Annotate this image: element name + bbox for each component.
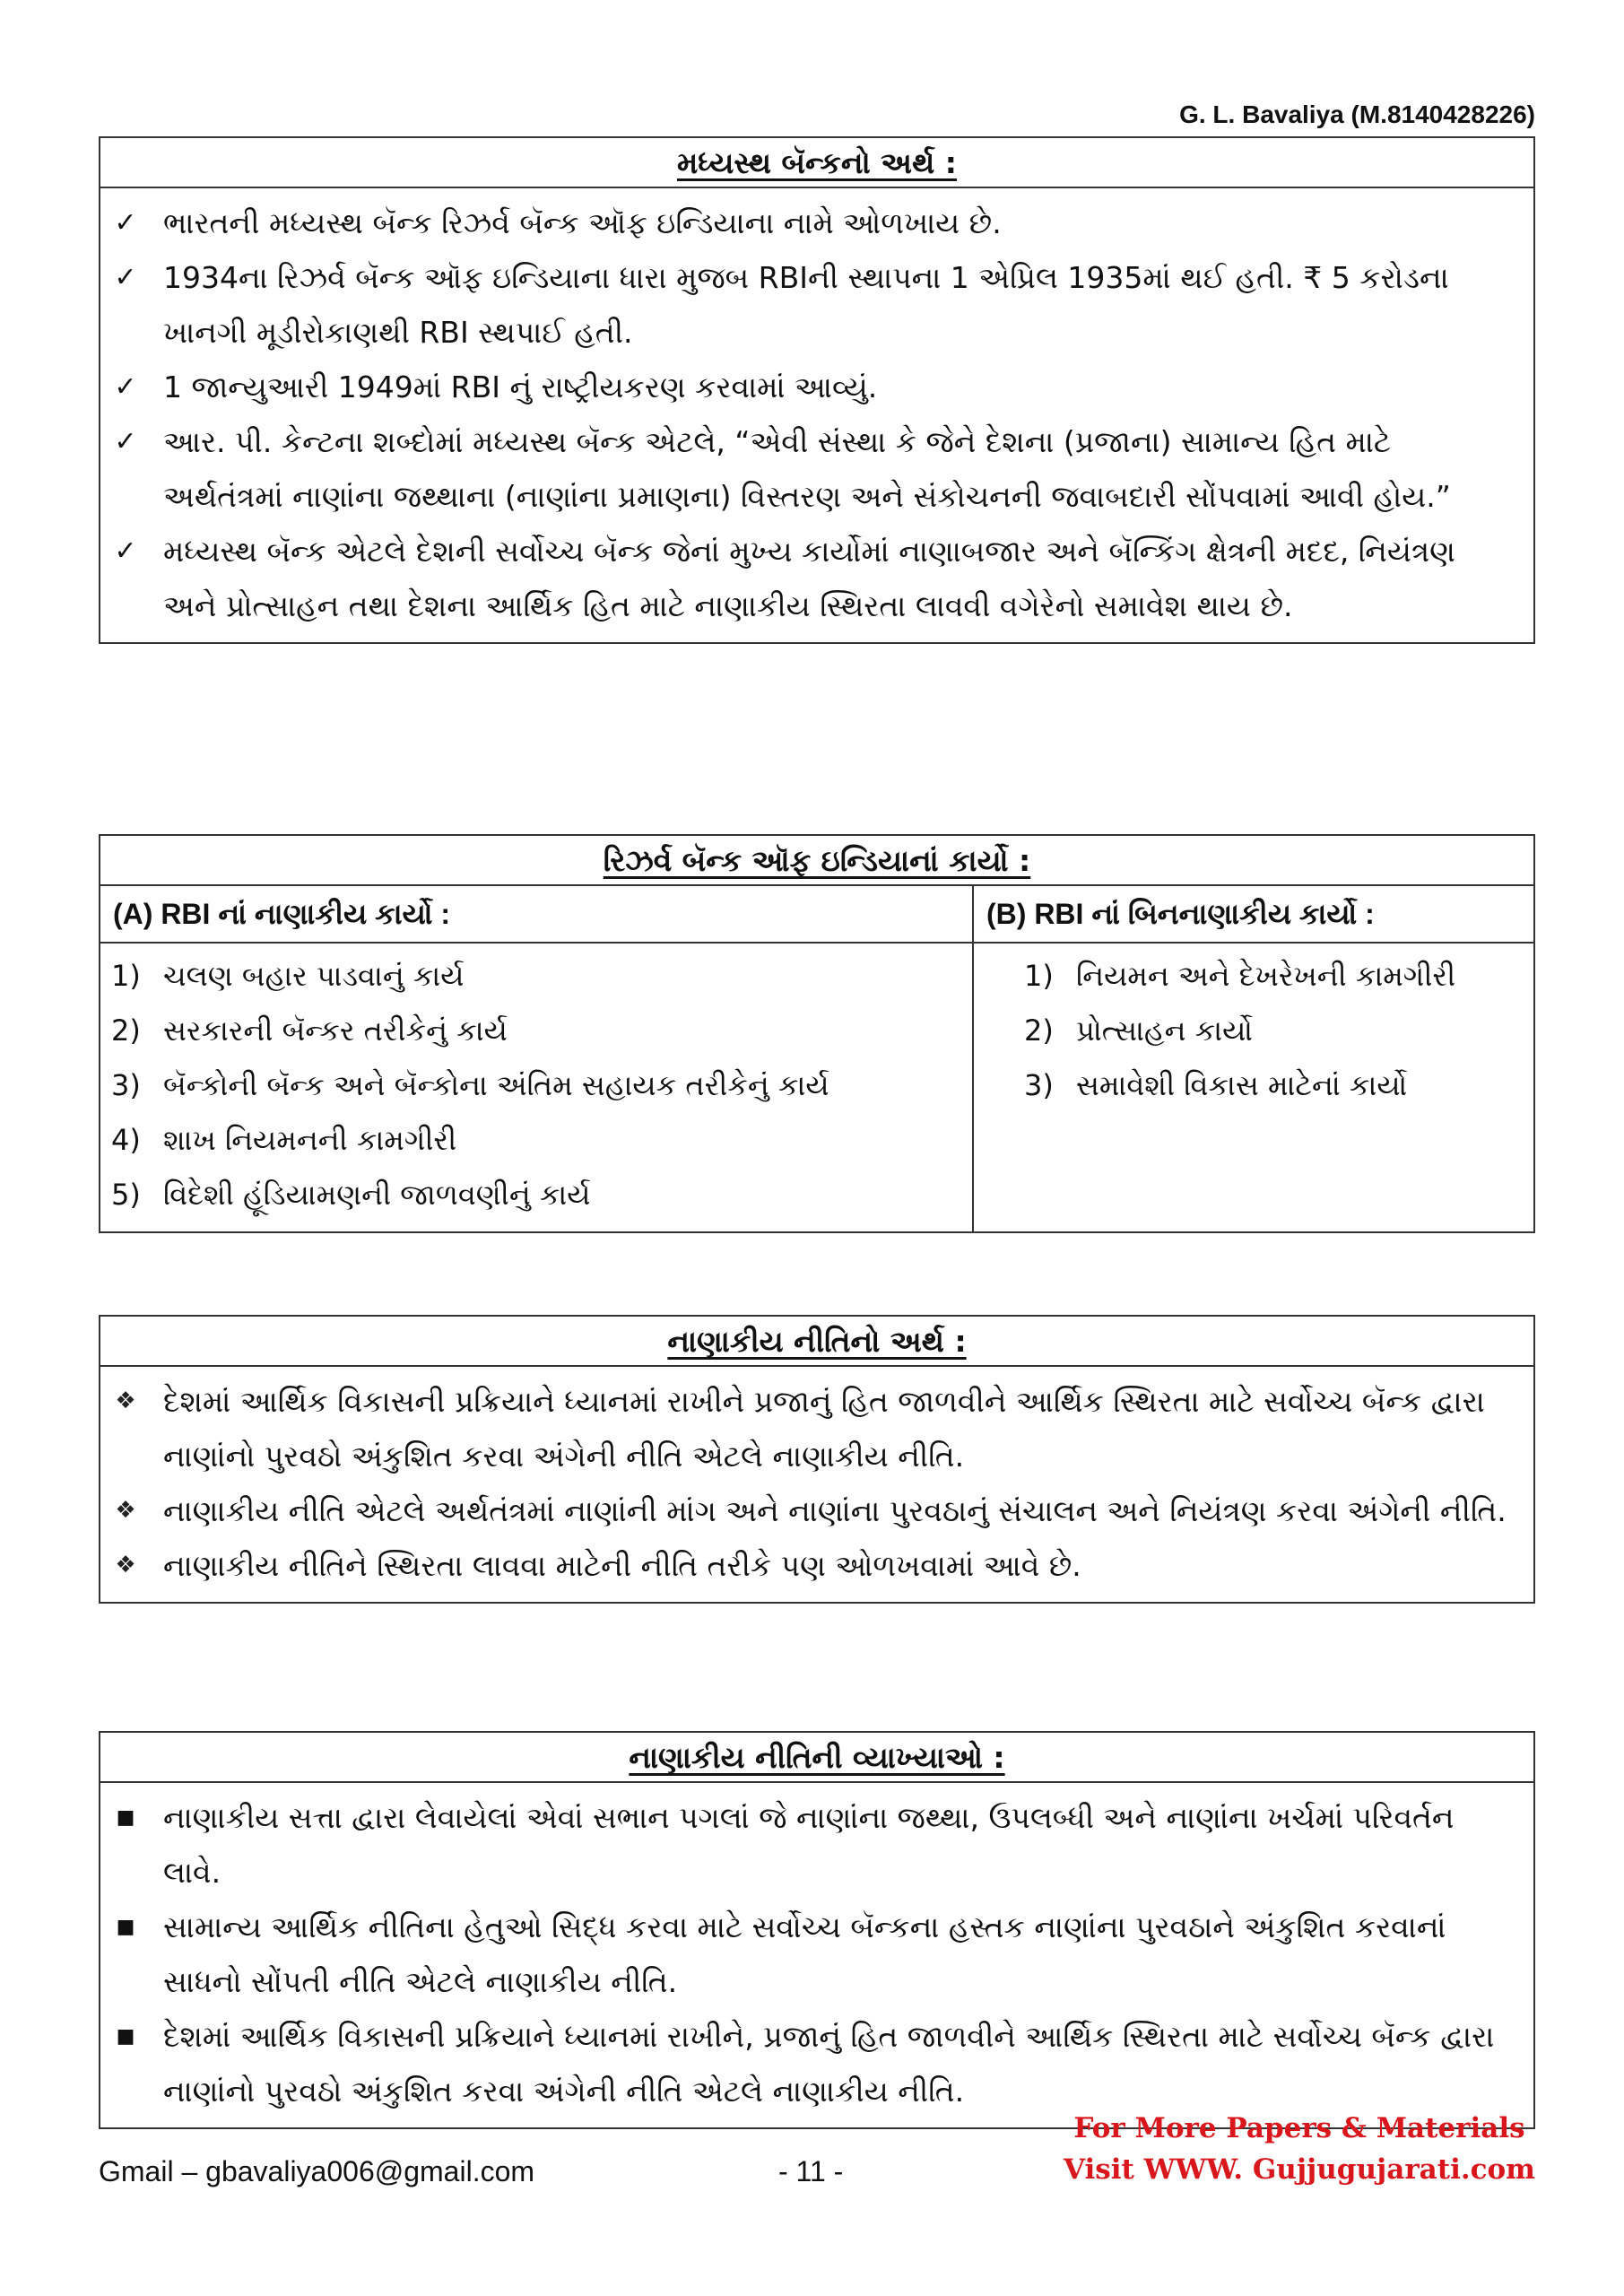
list-item: 5) વિદેશી હૂંડિયામણની જાળવણીનું કાર્ય <box>111 1177 591 1212</box>
monetary-policy-meaning-box <box>99 1315 1535 1604</box>
section-title: નાણાકીય નીતિની વ્યાખ્યાઓ : <box>100 1733 1533 1783</box>
column-heading: (A) RBI નાં નાણાકીય કાર્યો : <box>100 886 972 944</box>
point-list <box>100 1367 1533 1602</box>
promo-line: For More Papers & Materials <box>1073 2112 1525 2144</box>
list-item: ✓ ભારતની મધ્યસ્થ બૅન્ક રિઝર્વ બૅન્ક ઑફ ઇન્ડિયાના નામે ઓળખાય છે. <box>163 196 1515 250</box>
point-list <box>100 188 1533 642</box>
check-icon: ✓ <box>114 535 137 567</box>
rbi-functions-box <box>99 834 1535 1233</box>
monetary-functions-column <box>100 886 974 1231</box>
diamond-bullet-icon: ❖ <box>115 1551 136 1578</box>
non-monetary-functions-column <box>974 886 1533 1231</box>
square-bullet-icon: ■ <box>116 1915 135 1938</box>
promo-text <box>1064 2108 1535 2190</box>
check-icon: ✓ <box>114 425 137 457</box>
list-item: 1) ચલણ બહાર પાડવાનું કાર્ય <box>111 958 465 993</box>
list-item: 2) પ્રોત્સાહન કાર્યો <box>1024 1013 1253 1048</box>
footer-email: Gmail – gbavaliya006@gmail.com <box>99 2155 535 2187</box>
central-bank-meaning-box <box>99 136 1535 644</box>
section-title: મધ્યસ્થ બૅન્કનો અર્થ : <box>100 138 1533 188</box>
list-item: 2) સરકારની બૅન્કર તરીકેનું કાર્ય <box>111 1013 508 1048</box>
functions-columns <box>100 886 1533 1231</box>
promo-link[interactable]: Visit WWW. Gujjugujarati.com <box>1064 2153 1535 2186</box>
list-item: ✓ મધ્યસ્થ બૅન્ક એટલે દેશની સર્વોચ્ચ બૅન્ક જેનાં મુખ્ય કાર્યોમાં નાણાબજાર અને બૅન્કિંગ ક્ષેત્રની મદદ, નિયંત્રણ અને પ્રોત્સાહન તથા દેશના આર્થિક હિત માટે નાણાકીય સ્થિરતા લાવવી વગેરેનો સમાવેશ થાય છે. <box>163 524 1515 633</box>
check-icon: ✓ <box>114 206 137 239</box>
section-title: રિઝર્વ બૅન્ક ઑફ ઇન્ડિયાનાં કાર્યો : <box>100 836 1533 886</box>
function-list <box>100 944 972 1231</box>
column-heading: (B) RBI નાં બિનનાણાકીય કાર્યો : <box>974 886 1533 944</box>
square-bullet-icon: ■ <box>116 2024 135 2048</box>
function-list <box>974 944 1533 1122</box>
list-item: ■ નાણાકીય સત્તા દ્વારા લેવાયેલાં એવાં સભાન પગલાં જે નાણાંના જથ્થા, ઉપલબ્ધી અને નાણાંના ખર્ચમાં પરિવર્તન લાવે. <box>163 1790 1515 1900</box>
list-item: ✓ 1934ના રિઝર્વ બૅન્ક ઑફ ઇન્ડિયાના ધારા મુજબ RBIની સ્થાપના 1 એપ્રિલ 1935માં થઈ હતી. ₹ 5 કરોડના ખાનગી મૂડીરોકાણથી RBI સ્થપાઈ હતી. <box>163 250 1515 360</box>
list-item: ❖ નાણાકીય નીતિ એટલે અર્થતંત્રમાં નાણાંની માંગ અને નાણાંના પુરવઠાનું સંચાલન અને નિયંત્રણ કરવા અંગેની નીતિ. <box>163 1483 1515 1538</box>
list-item: ✓ આર. પી. કેન્ટના શબ્દોમાં મધ્યસ્થ બૅન્ક એટલે, “એવી સંસ્થા કે જેને દેશના (પ્રજાના) સામાન્ય હિત માટે અર્થતંત્રમાં નાણાંના જથ્થાના (નાણાંના પ્રમાણના) વિસ્તરણ અને સંકોચનની જવાબદારી સોંપવામાં આવી હોય.” <box>163 414 1515 524</box>
list-item: 1) નિયમન અને દેખરેખની કામગીરી <box>1024 958 1456 993</box>
author-contact: G. L. Bavaliya (M.8140428226) <box>1179 100 1535 128</box>
diamond-bullet-icon: ❖ <box>115 1496 136 1524</box>
square-bullet-icon: ■ <box>116 1805 135 1829</box>
diamond-bullet-icon: ❖ <box>115 1387 136 1414</box>
point-list <box>100 1783 1533 2127</box>
list-item: ❖ દેશમાં આર્થિક વિકાસની પ્રક્રિયાને ધ્યાનમાં રાખીને પ્રજાનું હિત જાળવીને આર્થિક સ્થિરતા માટે સર્વોચ્ચ બૅન્ક દ્વારા નાણાંનો પુરવઠો અંકુશિત કરવા અંગેની નીતિ એટલે નાણાકીય નીતિ. <box>163 1374 1515 1483</box>
section-title: નાણાકીય નીતિનો અર્થ : <box>100 1317 1533 1367</box>
check-icon: ✓ <box>114 370 137 403</box>
list-item: ■ દેશમાં આર્થિક વિકાસની પ્રક્રિયાને ધ્યાનમાં રાખીને, પ્રજાનું હિત જાળવીને આર્થિક સ્થિરતા માટે સર્વોચ્ચ બૅન્ક દ્વારા નાણાંનો પુરવઠો અંકુશિત કરવા અંગેની નીતિ એટલે નાણાકીય નીતિ. <box>163 2009 1515 2118</box>
list-item: ■ સામાન્ય આર્થિક નીતિના હેતુઓ સિદ્ધ કરવા માટે સર્વોચ્ચ બૅન્કના હસ્તક નાણાંના પુરવઠાને અંકુશિત કરવાનાં સાધનો સોંપતી નીતિ એટલે નાણાકીય નીતિ. <box>163 1900 1515 2009</box>
list-item: ❖ નાણાકીય નીતિને સ્થિરતા લાવવા માટેની નીતિ તરીકે પણ ઓળખવામાં આવે છે. <box>163 1538 1515 1593</box>
page-number: - 11 - <box>778 2155 844 2187</box>
list-item: 4) શાખ નિયમનની કામગીરી <box>111 1122 457 1157</box>
check-icon: ✓ <box>114 261 137 293</box>
list-item: 3) સમાવેશી વિકાસ માટેનાં કાર્યો <box>1024 1067 1408 1102</box>
monetary-policy-definitions-box <box>99 1731 1535 2129</box>
list-item: 3) બૅન્કોની બૅન્ક અને બૅન્કોના અંતિમ સહાયક તરીકેનું કાર્ય <box>111 1067 829 1102</box>
list-item: ✓ 1 જાન્યુઆરી 1949માં RBI નું રાષ્ટ્રીયકરણ કરવામાં આવ્યું. <box>163 360 1515 414</box>
